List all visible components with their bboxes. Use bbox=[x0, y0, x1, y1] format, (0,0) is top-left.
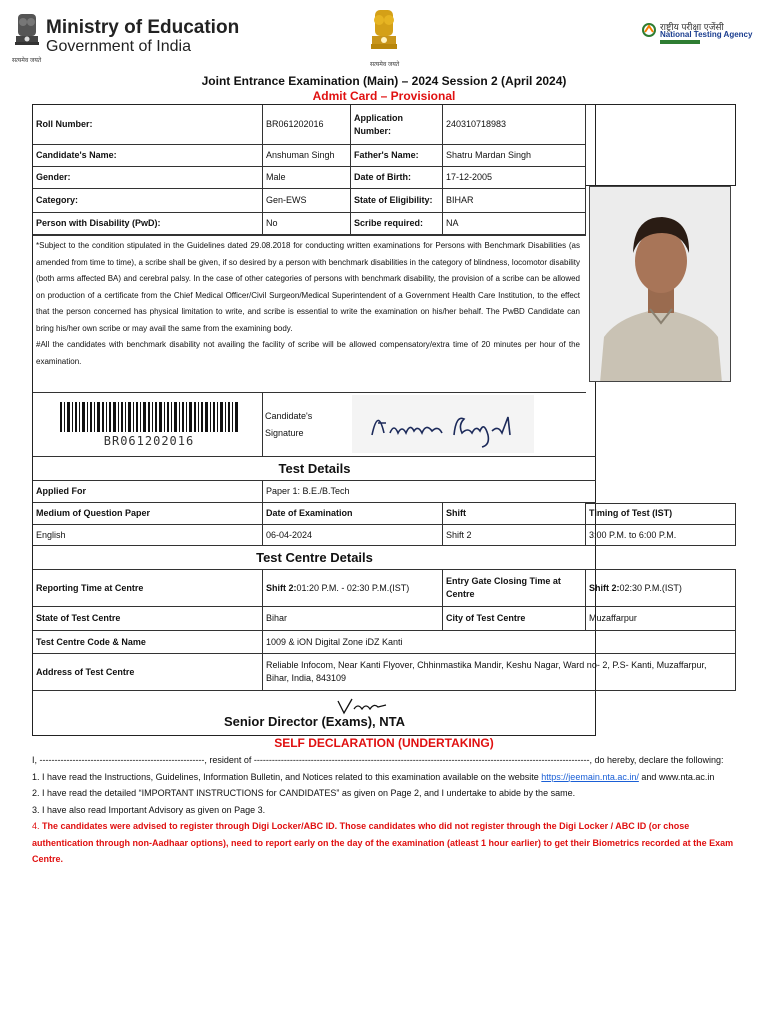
candidate-photo bbox=[589, 186, 731, 382]
centre-code-label: Test Centre Code & Name bbox=[33, 631, 263, 654]
roll-value: BR061202016 bbox=[263, 105, 351, 145]
medium-label: Medium of Question Paper bbox=[33, 503, 263, 525]
self-declaration-body bbox=[32, 752, 744, 868]
nta-name: National Testing Agency bbox=[660, 30, 753, 39]
declaration-line-3: 3. I have also read Important Advisory as given on Page 3. bbox=[32, 804, 266, 815]
declaration-line-4-text: The candidates were advised to register through Digi Locker/ABC ID. Those candidates who did not register through the Digi Locker / ABC ID (or chose authentication through non-Aadhaar options), need to report early on the day of the examination (atleast 1 hour earlier) to get their Biometrics recorded at the Exam Centre. bbox=[32, 821, 734, 864]
application-value: 240310718983 bbox=[443, 105, 586, 145]
declaration-line-4-number: 4. bbox=[32, 821, 43, 831]
ministry-title: Ministry of Education bbox=[46, 17, 240, 38]
dob-label: Date of Birth: bbox=[351, 167, 443, 189]
applied-for-label: Applied For bbox=[33, 481, 263, 503]
barcode-number: BR061202016 bbox=[103, 434, 195, 448]
scribe-label: Scribe required: bbox=[351, 213, 443, 235]
signature-divider bbox=[262, 392, 263, 456]
pwd-note bbox=[33, 238, 583, 370]
center-emblem-motto: सत्यमेव जयते bbox=[370, 62, 400, 68]
category-value: Gen-EWS bbox=[263, 189, 351, 213]
emblem-motto: सत्यमेव जयते bbox=[12, 58, 42, 64]
note-top-border bbox=[33, 235, 586, 236]
gate-closing-time: 02:30 P.M.(IST) bbox=[619, 582, 682, 593]
father-label: Father's Name: bbox=[351, 145, 443, 167]
pwd-note-paragraph-1: *Subject to the condition stipulated in the Guidelines dated 29.08.2018 for conducting written examinations for Persons with Benchmark Disabilities (as amended from time to time), a scribe shall be given, if so desired by a person with benchmark disabilities in the category of blindness, locomotor disability (both arms affected BA) and cerebral palsy. In the case of other categories of persons with benchmark disability, the provision of a scribe can be allowed on production of a certificate from the Chief Medical Officer/Civil Surgeon/Medical Superintendent of a Government Health Care Institution, to the effect that the person concerned has physical limitation to write, and scribe is essential to write the examination on his/her behalf. The PwBD Candidate can bring his/her own scribe or may avail the same from the examining body. bbox=[36, 241, 580, 333]
test-details-title: Test Details bbox=[278, 461, 351, 476]
scribe-value: NA bbox=[443, 213, 586, 235]
page-header bbox=[0, 0, 768, 72]
declaration-line-1 bbox=[32, 769, 744, 786]
signature-row-top-border bbox=[33, 392, 586, 393]
centre-code-value: 1009 & iON Digital Zone iDZ Kanti bbox=[263, 631, 736, 654]
declaration-line-4 bbox=[32, 818, 744, 868]
self-declaration-title: SELF DECLARATION (UNDERTAKING) bbox=[274, 736, 494, 750]
centre-state-label: State of Test Centre bbox=[33, 607, 263, 631]
barcode-icon bbox=[60, 402, 238, 432]
declaration-line-1-text: 1. I have read the Instructions, Guidelines, Information Bulletin, and Notices related to this examination available on the website bbox=[32, 771, 542, 782]
pwd-value: No bbox=[263, 213, 351, 235]
timing-value: 3:00 P.M. to 6:00 P.M. bbox=[586, 525, 736, 546]
exam-date-label: Date of Examination bbox=[263, 503, 443, 525]
nta-strip bbox=[660, 40, 700, 44]
centre-address-label: Address of Test Centre bbox=[33, 654, 263, 691]
exam-date-value: 06-04-2024 bbox=[263, 525, 443, 546]
photo-top-box bbox=[586, 104, 736, 186]
senior-director-title: Senior Director (Exams), NTA bbox=[223, 714, 406, 729]
reporting-shift: Shift 2: bbox=[266, 582, 297, 593]
person-photo-icon bbox=[590, 187, 731, 382]
signature-label-line-1: Candidate's bbox=[265, 411, 313, 421]
reporting-value bbox=[263, 570, 443, 607]
jeemain-website-link[interactable]: https://jeemain.nta.ac.in/ bbox=[541, 771, 639, 782]
eligibility-value: BIHAR bbox=[443, 189, 586, 213]
signature-label-line-2: Signature bbox=[265, 428, 304, 438]
dob-value: 17-12-2005 bbox=[443, 167, 586, 189]
pwd-label: Person with Disability (PwD): bbox=[33, 213, 263, 235]
centre-city-label: City of Test Centre bbox=[443, 607, 586, 631]
government-subtitle: Government of India bbox=[46, 38, 191, 55]
centre-right-border bbox=[735, 569, 736, 691]
application-label: Application Number: bbox=[351, 105, 443, 145]
declaration-line-1-end: and www.nta.ac.in bbox=[638, 771, 715, 782]
candidate-signature-icon bbox=[352, 395, 534, 453]
name-label: Candidate's Name: bbox=[33, 145, 263, 167]
shift-label: Shift bbox=[443, 503, 586, 525]
admit-card-title: Admit Card – Provisional bbox=[312, 89, 456, 103]
test-details-right-top-border bbox=[586, 503, 736, 504]
nta-logo-icon bbox=[642, 22, 656, 40]
exam-title: Joint Entrance Examination (Main) – 2024 Session 2 (April 2024) bbox=[201, 74, 567, 88]
timing-label: Timing of Test (IST) bbox=[586, 503, 736, 525]
test-details-top-border bbox=[33, 456, 596, 457]
name-value: Anshuman Singh bbox=[263, 145, 351, 167]
centre-address-value: Reliable Infocom, Near Kanti Flyover, Chhinmastika Mandir, Keshu Nagar, Ward no- 2, P.S- Kanti, Muzaffarpur, Bihar, India, 843109 bbox=[263, 654, 736, 691]
declaration-line-0: I, -------------------------------------------------------, resident of ----------------------------------------------------------------------------------------------------------------, do hereby, declare the following: bbox=[32, 755, 724, 765]
gender-label: Gender: bbox=[33, 167, 263, 189]
reporting-label: Reporting Time at Centre bbox=[33, 570, 263, 607]
father-value: Shatru Mardan Singh bbox=[443, 145, 586, 167]
gate-closing-value bbox=[586, 570, 736, 607]
category-label: Category: bbox=[33, 189, 263, 213]
national-emblem-icon bbox=[12, 12, 42, 56]
test-details-right-border bbox=[735, 503, 736, 546]
shift-value: Shift 2 bbox=[443, 525, 586, 546]
centre-city-value: Muzaffarpur bbox=[586, 607, 736, 631]
gate-closing-shift: Shift 2: bbox=[589, 582, 620, 593]
eligibility-label: State of Eligibility: bbox=[351, 189, 443, 213]
reporting-time: 01:20 P.M. - 02:30 P.M.(IST) bbox=[296, 582, 410, 593]
gate-closing-label: Entry Gate Closing Time at Centre bbox=[443, 570, 586, 607]
centre-details-title: Test Centre Details bbox=[256, 550, 373, 565]
pwd-note-paragraph-2: #All the candidates with benchmark disability not availing the facility of scribe will be allowed compensatory/extra time of 20 minutes per hour of the examination. bbox=[36, 340, 580, 366]
centre-state-value: Bihar bbox=[263, 607, 443, 631]
national-emblem-gold-icon bbox=[366, 8, 402, 62]
nta-hindi-name: राष्ट्रीय परीक्षा एजेंसी bbox=[660, 22, 724, 32]
roll-label: Roll Number: bbox=[33, 105, 263, 145]
medium-value: English bbox=[33, 525, 263, 546]
applied-for-value: Paper 1: B.E./B.Tech bbox=[263, 481, 596, 503]
gender-value: Male bbox=[263, 167, 351, 189]
declaration-line-2: 2. I have read the detailed “IMPORTANT INSTRUCTIONS for CANDIDATES” as given on Page 2, and I undertake to abide by the same. bbox=[32, 788, 576, 798]
signature-label bbox=[265, 408, 312, 442]
